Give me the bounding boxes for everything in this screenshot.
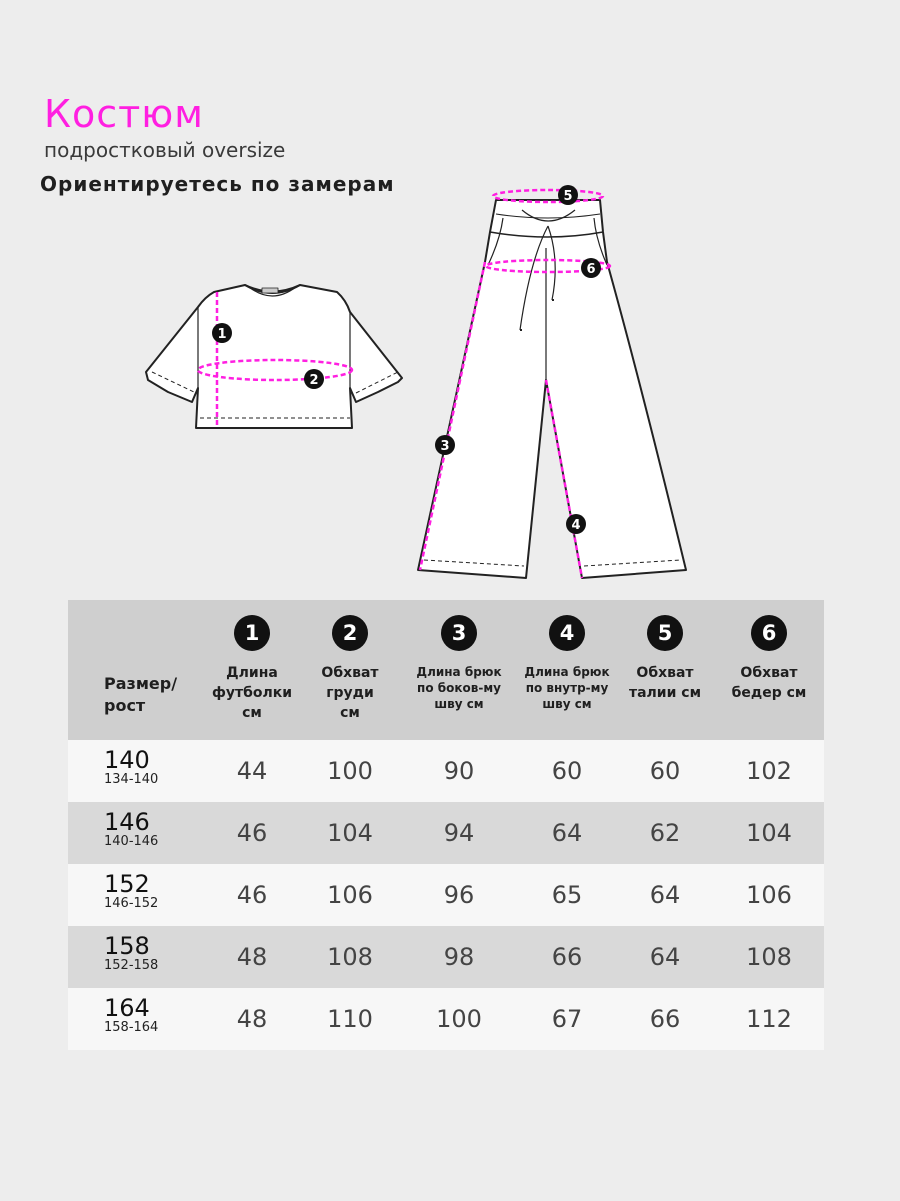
value-cell: 90: [443, 757, 475, 785]
svg-text:2: 2: [309, 373, 319, 388]
number-5-icon: 5: [647, 615, 683, 651]
value-cell: 98: [443, 943, 475, 971]
value-cell: 108: [327, 943, 373, 971]
value-cell: 104: [327, 819, 373, 847]
table-row: [68, 988, 824, 1050]
page-title: Костюм: [44, 92, 204, 136]
value-cell: 46: [236, 819, 268, 847]
col-tshirt-length: 1 Длина футболки см: [204, 600, 300, 740]
value-cell: 106: [746, 881, 792, 909]
svg-text:6: 6: [586, 262, 596, 277]
value-cell: 48: [236, 1005, 268, 1033]
marker-3-icon: [435, 435, 455, 455]
value-cell: 104: [746, 819, 792, 847]
size-cell: 146 140-146: [104, 808, 159, 849]
garment-diagram: [0, 0, 900, 600]
marker-1-icon: [212, 323, 232, 343]
value-cell: 66: [649, 1005, 681, 1033]
value-cell: 66: [551, 943, 583, 971]
value-cell: 64: [649, 943, 681, 971]
value-cell: 112: [746, 1005, 792, 1033]
value-cell: 60: [649, 757, 681, 785]
size-cell: 164 158-164: [104, 994, 159, 1035]
measurements-heading: Ориентируетесь по замерам: [40, 172, 395, 196]
table-row: [68, 802, 824, 864]
table-header-row: [68, 600, 824, 740]
col-hip-girth: 6 Обхват бедер см: [714, 600, 824, 740]
size-table: [68, 600, 824, 1050]
number-3-icon: 3: [441, 615, 477, 651]
number-6-icon: 6: [751, 615, 787, 651]
svg-text:3: 3: [440, 439, 450, 454]
number-1-icon: 1: [234, 615, 270, 651]
value-cell: 62: [649, 819, 681, 847]
svg-text:1: 1: [217, 327, 227, 342]
marker-6-icon: [581, 258, 601, 278]
size-cell: 140 134-140: [104, 746, 159, 787]
page-subtitle: подростковый oversize: [44, 138, 286, 162]
col-chest-girth: 2 Обхват груди см: [300, 600, 400, 740]
value-cell: 110: [327, 1005, 373, 1033]
size-height-header: Размер/ рост: [104, 674, 178, 715]
size-cell: 152 146-152: [104, 870, 159, 911]
value-cell: 67: [551, 1005, 583, 1033]
value-cell: 102: [746, 757, 792, 785]
svg-text:5: 5: [563, 189, 573, 204]
svg-text:4: 4: [571, 518, 581, 533]
value-cell: 106: [327, 881, 373, 909]
table-row: [68, 926, 824, 988]
value-cell: 100: [327, 757, 373, 785]
marker-4-icon: [566, 514, 586, 534]
col-trousers-side-length: 3 Длина брюк по боков-му шву см: [400, 600, 518, 740]
col-trousers-inseam-length: 4 Длина брюк по внутр-му шву см: [518, 600, 616, 740]
value-cell: 96: [443, 881, 475, 909]
value-cell: 64: [551, 819, 583, 847]
value-cell: 48: [236, 943, 268, 971]
value-cell: 64: [649, 881, 681, 909]
number-4-icon: 4: [549, 615, 585, 651]
number-2-icon: 2: [332, 615, 368, 651]
col-waist-girth: 5 Обхват талии см: [616, 600, 714, 740]
value-cell: 44: [236, 757, 268, 785]
tshirt-illustration: [146, 285, 402, 428]
value-cell: 94: [443, 819, 475, 847]
size-cell: 158 152-158: [104, 932, 159, 973]
value-cell: 100: [436, 1005, 482, 1033]
value-cell: 60: [551, 757, 583, 785]
marker-5-icon: [558, 185, 578, 205]
table-row: [68, 740, 824, 802]
value-cell: 65: [551, 881, 583, 909]
marker-2-icon: [304, 369, 324, 389]
table-row: [68, 864, 824, 926]
value-cell: 108: [746, 943, 792, 971]
value-cell: 46: [236, 881, 268, 909]
